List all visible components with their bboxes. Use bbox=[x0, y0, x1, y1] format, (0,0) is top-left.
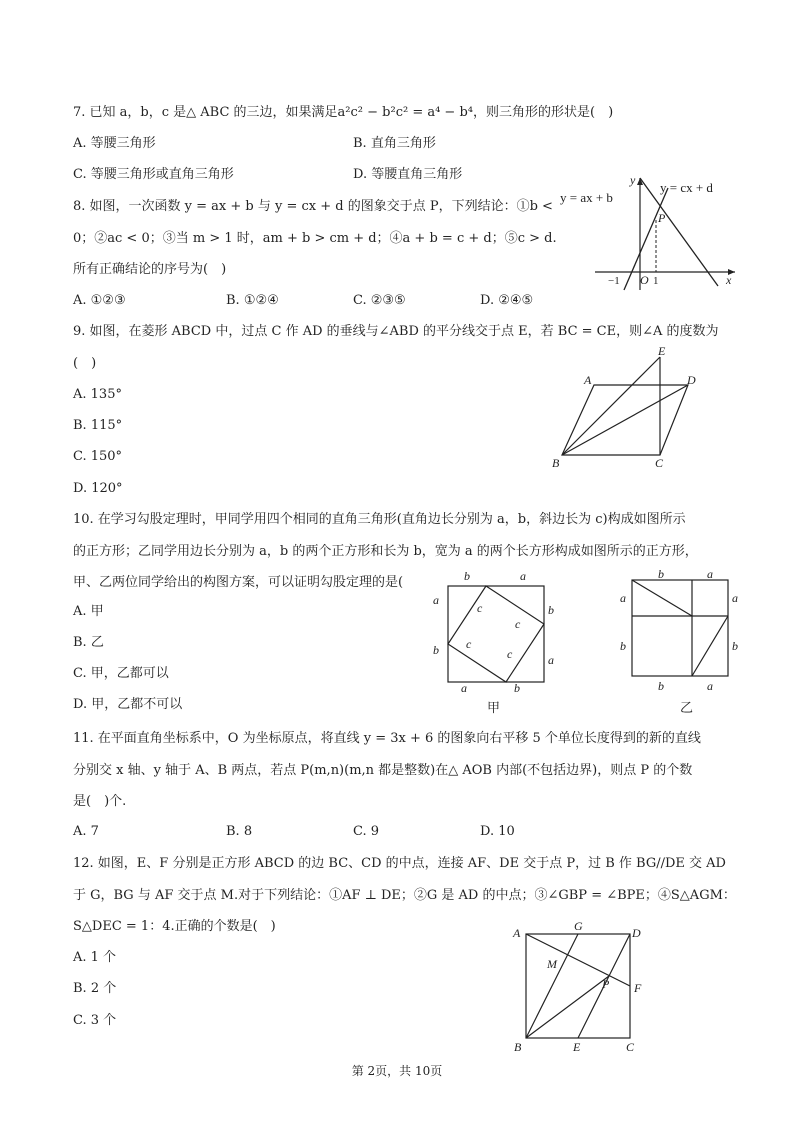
q10-option-a[interactable]: A. 甲 bbox=[73, 604, 104, 619]
label-c: c bbox=[477, 601, 483, 615]
q9-option-c[interactable]: C. 150° bbox=[73, 449, 123, 464]
label-a: A bbox=[584, 373, 592, 387]
line2-label: y = cx + d bbox=[660, 180, 713, 195]
label-b: b bbox=[464, 569, 470, 583]
q9-stem-line1: 9. 如图，在菱形 ABCD 中，过点 C 作 AD 的垂线与∠ABD 的平分线交于点 E，若 BC = CE，则∠A 的度数为 bbox=[73, 324, 719, 339]
label-b: b bbox=[732, 639, 738, 653]
segment-be bbox=[562, 357, 660, 455]
q12-option-c[interactable]: C. 3 个 bbox=[73, 1013, 117, 1028]
label-b: b bbox=[658, 679, 664, 693]
square-abcd bbox=[526, 934, 630, 1038]
q7-option-b[interactable]: B. 直角三角形 bbox=[353, 136, 436, 151]
label-a: a bbox=[707, 567, 713, 581]
q9-option-b[interactable]: B. 115° bbox=[73, 418, 123, 433]
q12-stem-line3: S△DEC = 1：4.正确的个数是( ) bbox=[73, 919, 276, 934]
q12-option-a[interactable]: A. 1 个 bbox=[73, 950, 117, 965]
q8-option-c[interactable]: C. ②③⑤ bbox=[353, 293, 406, 308]
q8-stem-line1: 8. 如图，一次函数 y = ax + b 与 y = cx + d 的图象交于点 P，下列结论：①b < bbox=[73, 199, 553, 214]
label-c: c bbox=[507, 647, 513, 661]
label-d: D bbox=[687, 373, 696, 387]
diagonal-top-left bbox=[632, 580, 692, 616]
caption-yi: 乙 bbox=[680, 700, 694, 715]
label-b: b bbox=[620, 639, 626, 653]
label-m: M bbox=[547, 957, 557, 971]
q10-figure-yi bbox=[618, 566, 753, 716]
segment-bd bbox=[562, 385, 688, 455]
label-p: P bbox=[602, 977, 610, 991]
page-footer: 第 2页，共 10页 bbox=[351, 1064, 443, 1078]
label-c: c bbox=[466, 637, 472, 651]
q11-stem-line3: 是( )个. bbox=[73, 794, 127, 809]
label-a: a bbox=[461, 681, 467, 695]
q8-graph-figure bbox=[560, 172, 740, 292]
label-a: a bbox=[732, 591, 738, 605]
q8-option-a[interactable]: A. ①②③ bbox=[73, 293, 126, 308]
y-label: y bbox=[630, 173, 636, 187]
q10-figure-jia bbox=[428, 566, 563, 716]
q7-option-d[interactable]: D. 等腰直角三角形 bbox=[353, 167, 463, 182]
q11-option-c[interactable]: C. 9 bbox=[353, 824, 380, 839]
neg-one-label: −1 bbox=[608, 275, 620, 287]
label-b: b bbox=[433, 643, 439, 657]
q10-option-d[interactable]: D. 甲，乙都不可以 bbox=[73, 697, 183, 712]
label-c: C bbox=[655, 456, 664, 470]
q8-option-d[interactable]: D. ②④⑤ bbox=[480, 293, 534, 308]
q7-stem: 7. 已知 a，b，c 是△ ABC 的三边，如果满足a²c² − b²c² = a⁴ − b⁴，则三角形的形状是( ) bbox=[73, 105, 614, 120]
q10-stem-line1: 10. 在学习勾股定理时，甲同学用四个相同的直角三角形(直角边长分别为 a，b，斜边长为 c)构成如图所示 bbox=[73, 512, 686, 527]
label-b: B bbox=[514, 1040, 522, 1054]
caption-jia: 甲 bbox=[487, 700, 501, 715]
diagonal-bottom-right bbox=[692, 616, 728, 676]
origin-label: O bbox=[640, 273, 649, 287]
label-e: E bbox=[573, 1040, 581, 1054]
q9-option-a[interactable]: A. 135° bbox=[73, 387, 122, 402]
label-g: G bbox=[574, 919, 583, 933]
q11-option-d[interactable]: D. 10 bbox=[480, 824, 515, 839]
segment-af bbox=[526, 934, 630, 986]
q7-option-a[interactable]: A. 等腰三角形 bbox=[73, 136, 156, 151]
q12-square-figure bbox=[510, 918, 660, 1060]
x-label: x bbox=[726, 273, 732, 287]
q10-option-b[interactable]: B. 乙 bbox=[73, 635, 104, 650]
label-a: A bbox=[513, 926, 521, 940]
q11-stem-line2: 分别交 x 轴、y 轴于 A、B 两点，若点 P(m,n)(m,n 都是整数)在△ AOB 内部(不包括边界)，则点 P 的个数 bbox=[73, 763, 693, 778]
label-e: E bbox=[658, 344, 666, 358]
label-d: D bbox=[632, 926, 641, 940]
label-b: b bbox=[514, 681, 520, 695]
q9-option-d[interactable]: D. 120° bbox=[73, 481, 123, 496]
label-a: a bbox=[707, 679, 713, 693]
label-b: B bbox=[552, 456, 560, 470]
label-c: c bbox=[515, 617, 521, 631]
q12-stem-line2: 于 G，BG 与 AF 交于点 M.对于下列结论：①AF ⊥ DE；②G 是 AD 的中点；③∠GBP = ∠BPE；④S△AGM： bbox=[73, 888, 736, 903]
q11-option-b[interactable]: B. 8 bbox=[226, 824, 253, 839]
q10-option-c[interactable]: C. 甲，乙都可以 bbox=[73, 666, 169, 681]
q9-stem-line2: ( ) bbox=[73, 356, 97, 371]
q8-stem-line3: 所有正确结论的序号为( ) bbox=[73, 262, 227, 277]
label-a: a bbox=[520, 569, 526, 583]
label-f: F bbox=[634, 981, 642, 995]
segment-bp bbox=[526, 976, 609, 1038]
label-b: b bbox=[548, 603, 554, 617]
q12-stem-line1: 12. 如图，E、F 分别是正方形 ABCD 的边 BC、CD 的中点，连接 AF、DE 交于点 P，过 B 作 BG//DE 交 AD bbox=[73, 856, 726, 871]
outer-square bbox=[632, 580, 728, 676]
p-label: P bbox=[658, 211, 666, 225]
label-c: C bbox=[626, 1040, 635, 1054]
q8-option-b[interactable]: B. ①②④ bbox=[226, 293, 279, 308]
label-b: b bbox=[658, 567, 664, 581]
q8-stem-line2: 0；②ac < 0；③当 m > 1 时，am + b > cm + d；④a + b = c + d；⑤c > d. bbox=[73, 231, 557, 246]
segment-bg bbox=[526, 934, 578, 1038]
inner-square bbox=[448, 586, 544, 682]
q11-stem-line1: 11. 在平面直角坐标系中，O 为坐标原点，将直线 y = 3x + 6 的图象向右平移 5 个单位长度得到的新的直线 bbox=[73, 731, 701, 746]
label-a: a bbox=[433, 593, 439, 607]
q9-rhombus-figure bbox=[550, 345, 710, 470]
q10-stem-line2: 的正方形；乙同学用边长分别为 a，b 的两个正方形和长为 b，宽为 a 的两个长方形构成如图所示的正方形， bbox=[73, 544, 698, 559]
q7-option-c[interactable]: C. 等腰三角形或直角三角形 bbox=[73, 167, 234, 182]
q12-option-b[interactable]: B. 2 个 bbox=[73, 981, 117, 996]
label-a: a bbox=[620, 591, 626, 605]
outer-square bbox=[448, 586, 544, 682]
line1-label: y = ax + b bbox=[560, 190, 613, 205]
label-a: a bbox=[548, 653, 554, 667]
q10-stem-line3: 甲、乙两位同学给出的构图方案，可以证明勾股定理的是( bbox=[73, 575, 404, 590]
q11-option-a[interactable]: A. 7 bbox=[73, 824, 99, 839]
one-label: 1 bbox=[653, 275, 659, 287]
